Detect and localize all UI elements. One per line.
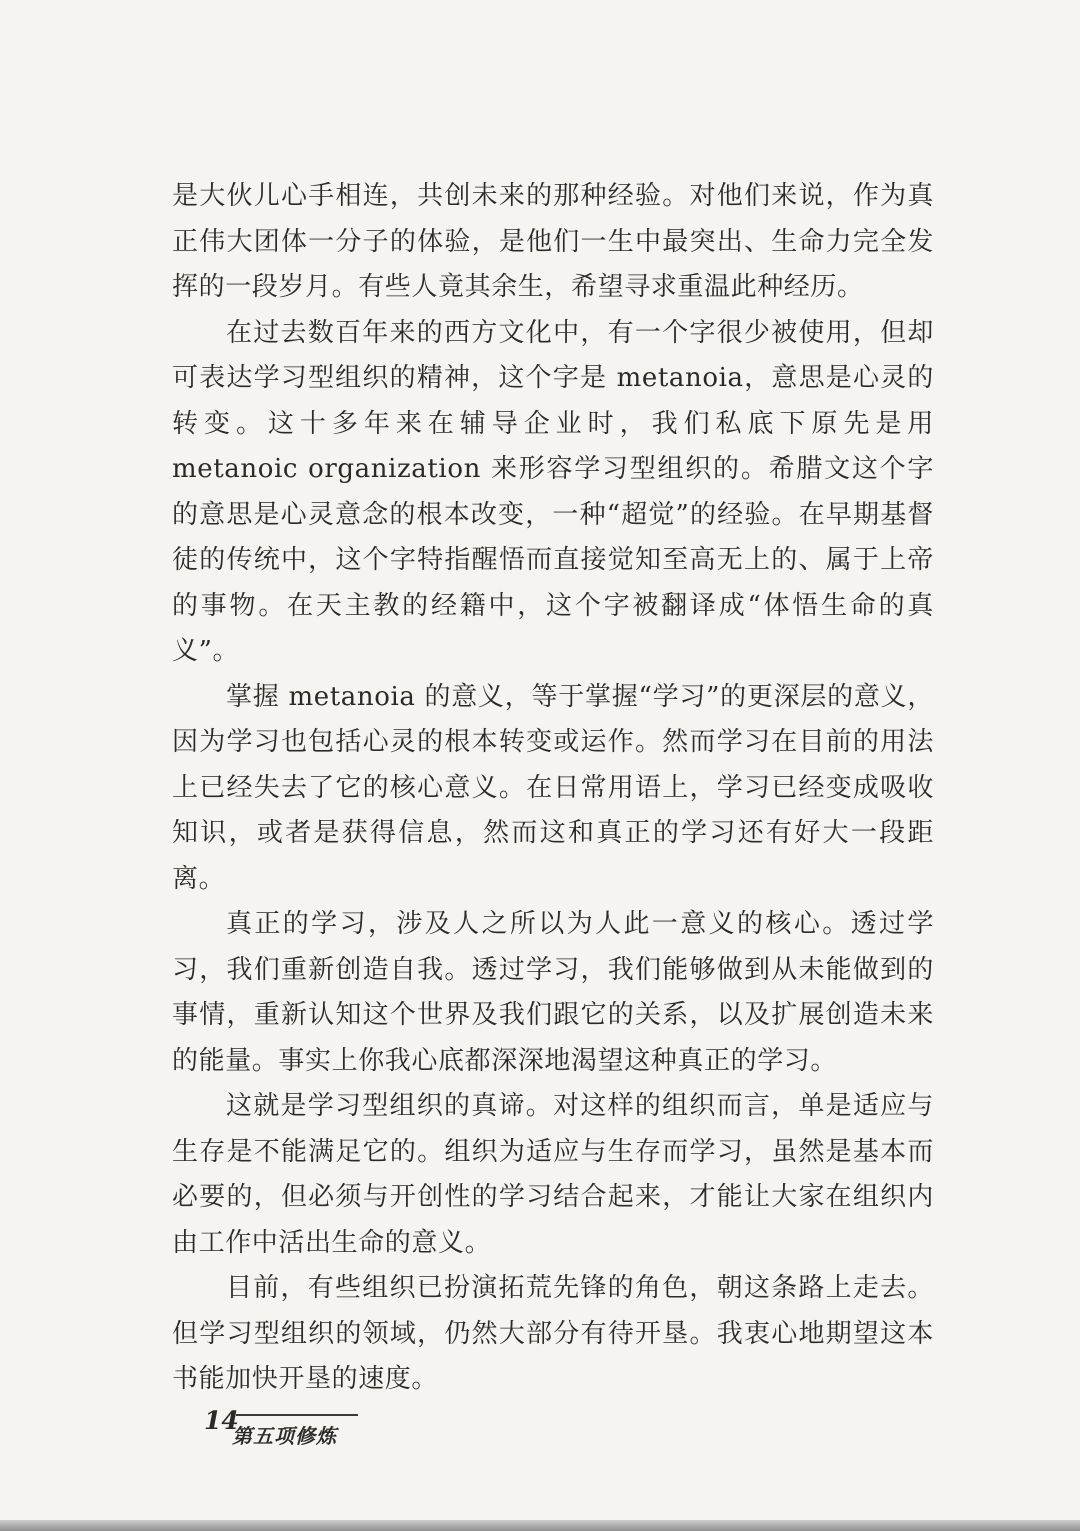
page-footer <box>204 1406 364 1446</box>
paragraph-3: 掌握 metanoia 的意义，等于掌握“学习”的更深层的意义，因为学习也包括心灵的根本转变或运作。然而学习在目前的用法上已经失去了它的核心意义。在日常用语上，学习已经变成吸收知识，或者是获得信息，然而这和真正的学习还有好大一段距离。 <box>172 681 934 894</box>
paragraph-5: 这就是学习型组织的真谛。对这样的组织而言，单是适应与生存是不能满足它的。组织为适应与生存而学习，虽然是基本而必要的，但必须与开创性的学习结合起来，才能让大家在组织内由工作中活出生命的意义。 <box>172 1091 934 1258</box>
running-book-title: 第五项修炼 <box>232 1424 337 1448</box>
paragraph-1: 是大伙儿心手相连，共创未来的那种经验。对他们来说，作为真正伟大团体一分子的体验，是他们一生中最突出、生命力完全发挥的一段岁月。有些人竟其余生，希望寻求重温此种经历。 <box>172 181 934 302</box>
body-text <box>172 174 934 1403</box>
page-number: 14 <box>204 1406 239 1435</box>
paragraph-4: 真正的学习，涉及人之所以为人此一意义的核心。透过学习，我们重新创造自我。透过学习，我们能够做到从未能做到的事情，重新认知这个世界及我们跟它的关系，以及扩展创造未来的能量。事实上你我心底都深深地渴望这种真正的学习。 <box>172 909 934 1076</box>
paragraph-2: 在过去数百年来的西方文化中，有一个字很少被使用，但却可表达学习型组织的精神，这个字是 metanoia，意思是心灵的转变。这十多年来在辅导企业时，我们私底下原先是用 metanoic organization 来形容学习型组织的。希腊文这个字的意思是心灵意念的根本改变，一种“超觉”的经验。在早期基督徒的传统中，这个字特指醒悟而直接觉知至高无上的、属于上帝的事物。在天主教的经籍中，这个字被翻译成“体悟生命的真义”。 <box>172 317 934 666</box>
footer-rule <box>236 1414 358 1416</box>
paragraph-6: 目前，有些组织已扮演拓荒先锋的角色，朝这条路上走去。但学习型组织的领域，仍然大部分有待开垦。我衷心地期望这本书能加快开垦的速度。 <box>172 1273 934 1394</box>
scan-bottom-edge <box>0 1520 1080 1531</box>
